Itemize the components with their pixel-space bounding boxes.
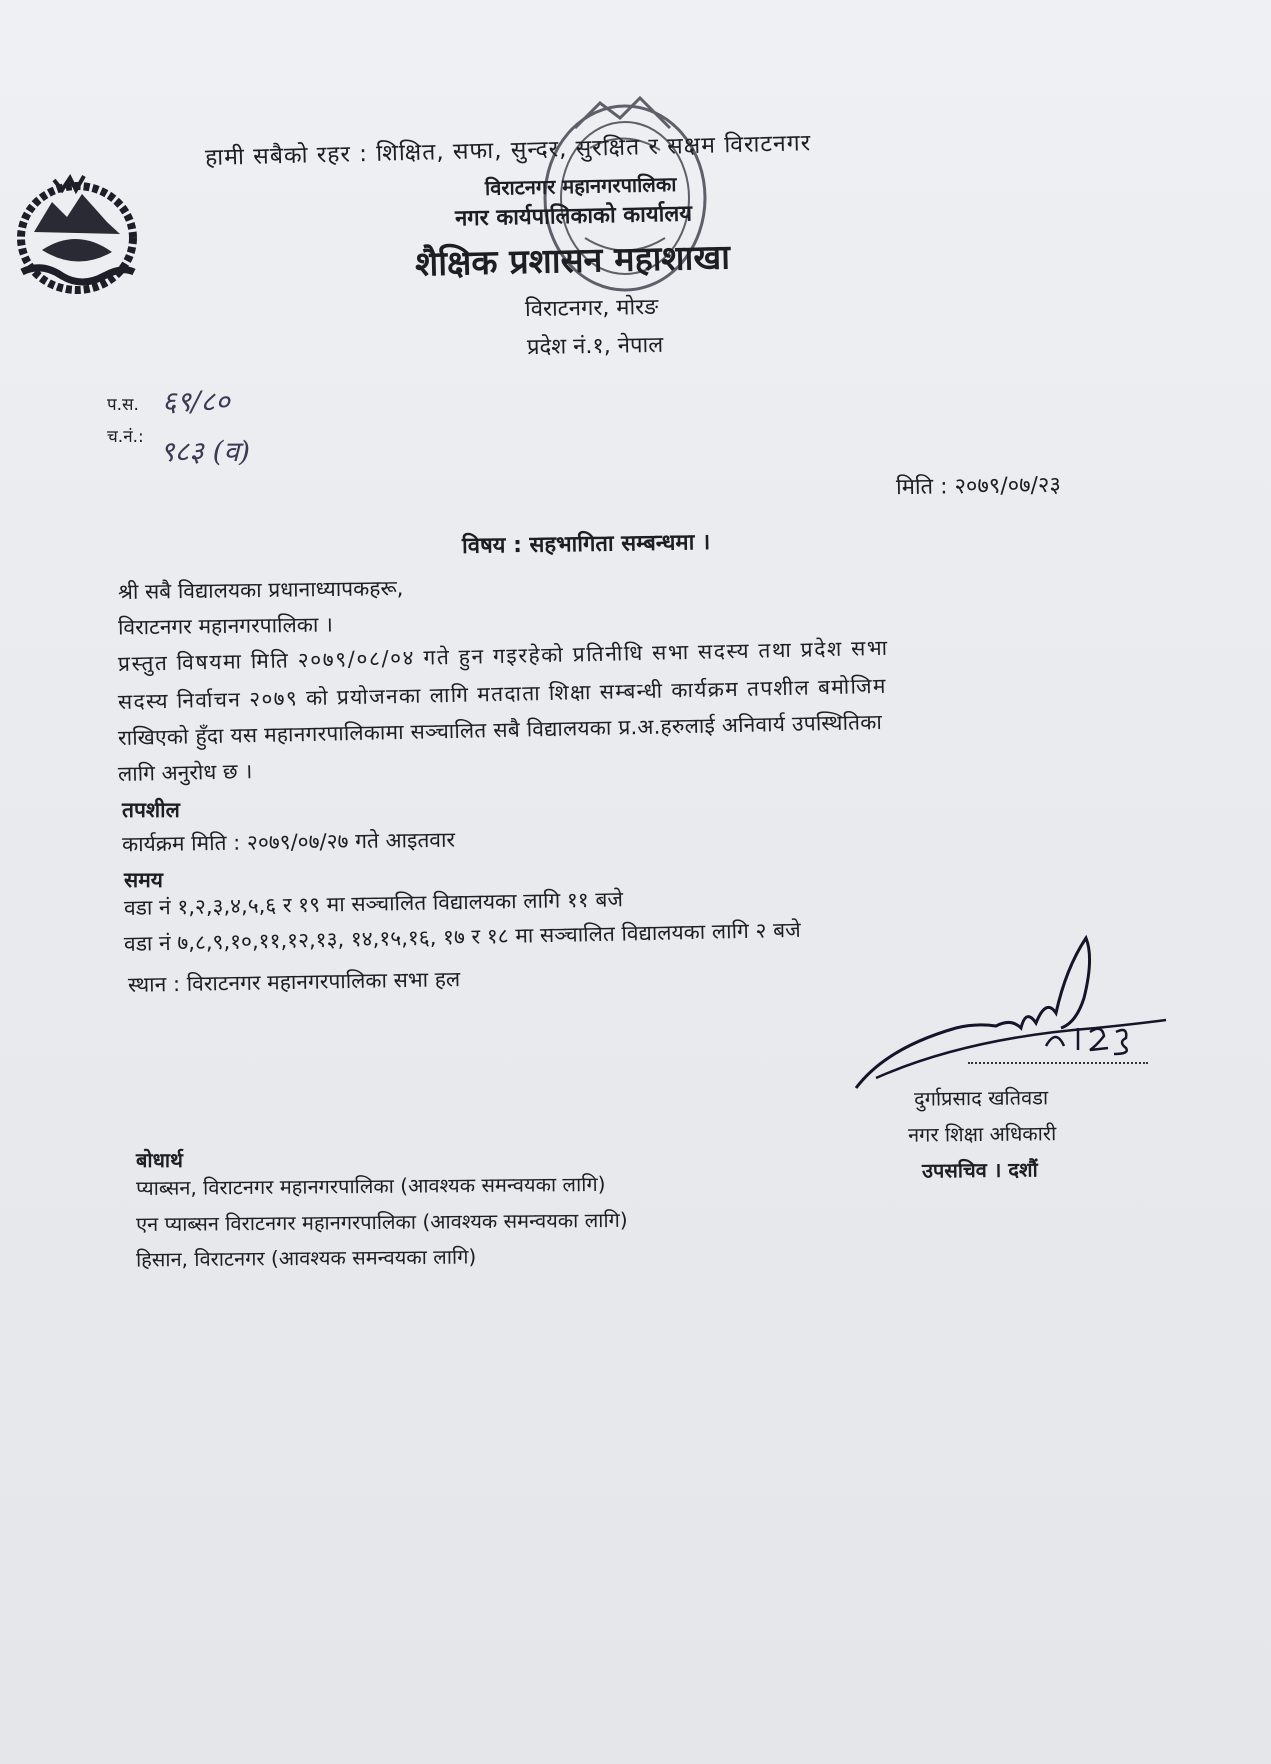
- ward-schedule: वडा नं ७,८,९,१०,११,१२,१३, १४,१५,१६, १७ र १८ मा सञ्चालित विद्यालयका लागि २ बजे: [123, 917, 801, 956]
- province-country: प्रदेश नं.१, नेपाल: [526, 332, 664, 361]
- letter-subject: विषय : सहभागिता सम्बन्धमा ।: [461, 530, 711, 559]
- program-date: कार्यक्रम मिति : २०७९/०७/२७ गते आइतवार: [121, 827, 456, 857]
- department-title: शैक्षिक प्रशासन महाशाखा: [414, 237, 731, 285]
- body-text-line: प्रस्तुत विषयमा मिति २०७९/०८/०४ गते हुन गइरहेको प्रतिनीधि सभा सदस्य तथा प्रदेश सभा: [117, 635, 889, 676]
- cc-heading: बोधार्थ: [136, 1148, 183, 1172]
- cn-number: ९८३ (व): [160, 435, 250, 468]
- signatory-rank: उपसचिव । दशौं: [921, 1157, 1038, 1183]
- office-name: नगर कार्यपालिकाको कार्यालय: [454, 201, 693, 232]
- time-heading: समय: [124, 868, 163, 892]
- ps-label: प.स.: [107, 395, 139, 415]
- cn-label: च.नं.:: [107, 427, 144, 447]
- signature-line: [968, 1062, 1148, 1064]
- municipality-name: विराटनगर महानगरपालिका: [484, 171, 677, 201]
- letter-date: मिति : २०७९/०७/२३: [895, 472, 1062, 501]
- ps-number: ६९/८०: [162, 385, 230, 418]
- signatory-title: नगर शिक्षा अधिकारी: [907, 1121, 1057, 1147]
- body-text-line: राखिएको हुँदा यस महानगरपालिकामा सञ्चालित सबै विद्यालयका प्र.अ.हरुलाई अनिवार्य उपस्थितिका: [117, 709, 883, 750]
- cc-item: हिसान, विराटनगर (आवश्यक समन्वयका लागि): [135, 1244, 477, 1272]
- body-text-line: लागि अनुरोध छ ।: [117, 759, 253, 786]
- addressee-line: विराटनगर महानगरपालिका ।: [117, 612, 334, 640]
- addressee-line: श्री सबै विद्यालयका प्रधानाध्यापकहरू,: [117, 576, 404, 604]
- slogan: हामी सबैको रहर : शिक्षित, सफा, सुन्दर, सुरक्षित र सक्षम विराटनगर: [204, 130, 812, 171]
- details-heading: तपशील: [122, 798, 180, 822]
- ward-schedule: वडा नं १,२,३,४,५,६ र १९ मा सञ्चालित विद्यालयका लागि ११ बजे: [123, 887, 624, 920]
- cc-item: प्याब्सन, विराटनगर महानगरपालिका (आवश्यक समन्वयका लागि): [135, 1171, 606, 1201]
- signature-icon: [846, 928, 1176, 1098]
- signatory-name: दुर्गाप्रसाद खतिवडा: [913, 1085, 1049, 1111]
- nepal-emblem-icon: [12, 172, 142, 300]
- cc-item: एन प्याब्सन विराटनगर महानगरपालिका (आवश्यक समन्वयका लागि): [135, 1207, 628, 1237]
- venue: स्थान : विराटनगर महानगरपालिका सभा हल: [127, 967, 461, 997]
- body-text-line: सदस्य निर्वाचन २०७९ को प्रयोजनका लागि मतदाता शिक्षा सम्बन्धी कार्यक्रम तपशील बमोजिम: [117, 673, 887, 714]
- city-district: विराटनगर, मोरङ: [524, 294, 659, 323]
